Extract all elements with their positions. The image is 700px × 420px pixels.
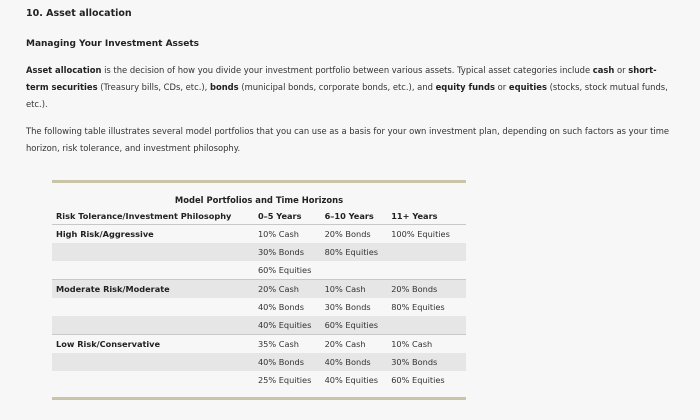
- table-cell: 20% Cash: [254, 280, 321, 299]
- section-title: Managing Your Investment Assets: [26, 39, 200, 49]
- table-row: [52, 335, 466, 354]
- table-row: [52, 225, 466, 244]
- table-cell: 60% Equities: [257, 265, 312, 275]
- table-row: [52, 353, 466, 371]
- table-row: [52, 316, 466, 335]
- table-cell: 30% Bonds: [324, 302, 371, 312]
- header-11-plus-years: 11+ Years: [387, 208, 466, 225]
- paragraph-text: (municipal bonds, corporate bonds, etc.), and: [238, 82, 436, 92]
- table-row: [52, 261, 466, 280]
- asset-allocation-paragraph: [26, 62, 674, 113]
- risk-category: Low Risk/Conservative: [52, 335, 254, 354]
- header-0-5-years: 0–5 Years: [254, 208, 321, 225]
- portfolio-table: [52, 208, 466, 389]
- table-cell: [52, 371, 254, 389]
- table-cell: [321, 261, 388, 280]
- paragraph-text: (stocks, stock mutual funds, etc.).: [26, 82, 668, 109]
- header-6-10-years: 6–10 Years: [321, 208, 388, 225]
- paragraph-text: or: [495, 82, 509, 92]
- model-portfolios-table: [52, 180, 466, 400]
- term-asset-allocation: Asset allocation: [26, 65, 102, 75]
- table-cell: 40% Equities: [324, 375, 379, 385]
- term-short-term-securities: short-term securities: [26, 65, 657, 92]
- table-row: [52, 243, 466, 261]
- table-cell: [52, 243, 254, 261]
- table-row: [52, 298, 466, 316]
- term-equity-funds: equity funds: [435, 82, 495, 92]
- header-risk-tolerance: Risk Tolerance/Investment Philosophy: [52, 208, 254, 225]
- table-cell: 40% Bonds: [321, 353, 388, 371]
- table-intro-paragraph: The following table illustrates several model portfolios that you can use as a basis for your own investment plan, depending on such factors as your time horizon, risk tolerance, and investment philosophy.: [26, 126, 670, 153]
- table-cell: [387, 316, 466, 335]
- table-title: Model Portfolios and Time Horizons: [174, 195, 344, 205]
- term-cash: cash: [592, 65, 615, 75]
- table-cell: 35% Cash: [254, 335, 321, 354]
- table-cell: 40% Equities: [254, 316, 321, 335]
- table-row: [52, 371, 466, 389]
- table-cell: 60% Equities: [391, 375, 445, 385]
- table-cell: [52, 353, 254, 371]
- table-cell: [387, 243, 466, 261]
- paragraph-text: is the decision of how you divide your investment portfolio between various assets. Typical asset categories include: [101, 65, 593, 75]
- risk-category: Moderate Risk/Moderate: [52, 280, 254, 299]
- paragraph-text: (Treasury bills, CDs, etc.),: [97, 82, 210, 92]
- table-cell: 20% Bonds: [387, 280, 466, 299]
- table-cell: 40% Bonds: [254, 353, 321, 371]
- table-cell: [52, 298, 254, 316]
- table-row: [52, 280, 466, 299]
- question-title: 10. Asset allocation: [26, 8, 132, 19]
- risk-category: High Risk/Aggressive: [56, 229, 154, 239]
- paragraph-text: or: [614, 65, 629, 75]
- term-bonds: bonds: [209, 82, 239, 92]
- table-bottom-rule: [52, 397, 466, 400]
- table-cell: [52, 316, 254, 335]
- table-cell: 80% Equities: [391, 302, 445, 312]
- table-cell: 30% Bonds: [254, 243, 321, 261]
- table-cell: 20% Cash: [321, 335, 388, 354]
- table-cell: 30% Bonds: [387, 353, 466, 371]
- table-cell: 25% Equities: [257, 375, 312, 385]
- table-cell: 20% Bonds: [324, 229, 371, 239]
- table-cell: 100% Equities: [391, 229, 450, 239]
- table-cell: 10% Cash: [387, 335, 466, 354]
- table-cell: 60% Equities: [321, 316, 388, 335]
- table-cell: 10% Cash: [257, 229, 299, 239]
- table-cell: 10% Cash: [321, 280, 388, 299]
- table-header-row: [52, 208, 466, 225]
- table-cell: 80% Equities: [321, 243, 388, 261]
- term-equities: equities: [508, 82, 547, 92]
- table-cell: [52, 261, 254, 280]
- table-cell: [387, 261, 466, 280]
- table-top-rule: [52, 180, 466, 183]
- table-cell: 40% Bonds: [257, 302, 305, 312]
